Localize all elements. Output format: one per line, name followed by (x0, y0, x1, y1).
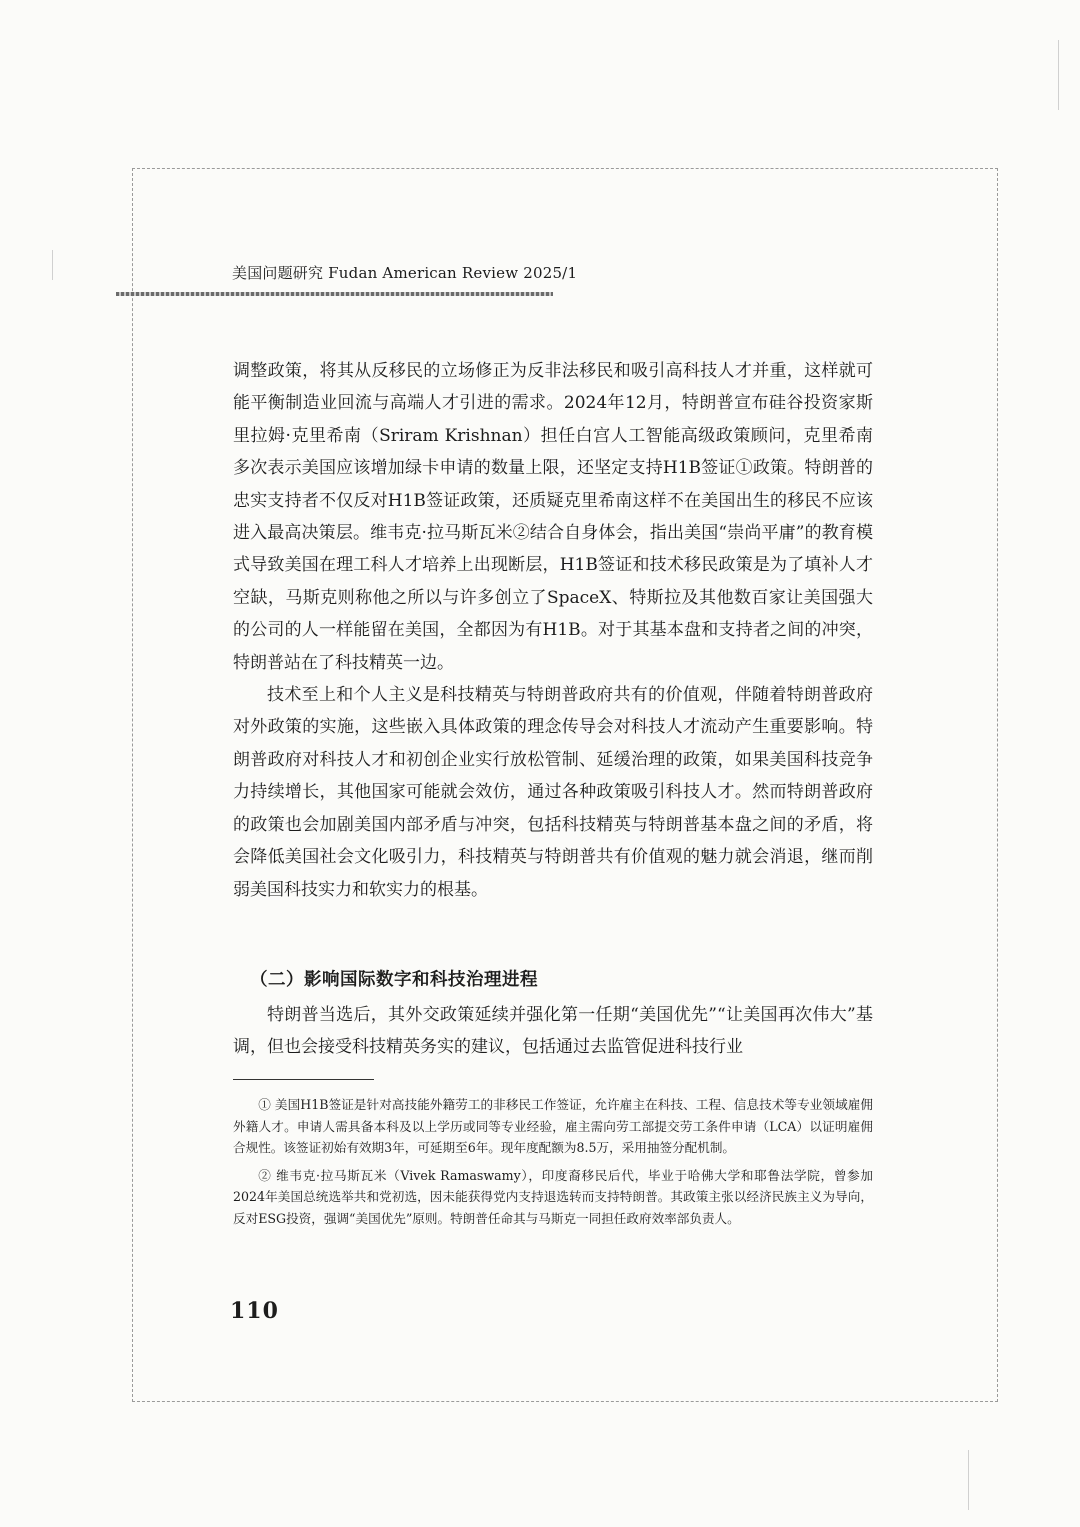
scan-mark (1058, 40, 1059, 110)
section-heading: （二）影响国际数字和科技治理进程 (250, 970, 538, 990)
scan-mark (52, 250, 53, 280)
footnotes (233, 1094, 873, 1235)
header-rule (116, 292, 553, 296)
running-head: 美国问题研究 Fudan American Review 2025/1 (232, 264, 578, 282)
footnote: ② 维韦克·拉马斯瓦米（Vivek Ramaswamy），印度裔移民后代，毕业于哈佛大学和耶鲁法学院，曾参加2024年美国总统选举共和党初选，因未能获得党内支持退选转而支持特朗普。其政策主张以经济民族主义为导向，反对ESG投资，强调“美国优先”原则。特朗普任命其与马斯克一同担任政府效率部负责人。 (233, 1167, 873, 1226)
paragraph: 特朗普当选后，其外交政策延续并强化第一任期“美国优先”“让美国再次伟大”基调，但也会接受科技精英务实的建议，包括通过去监管促进科技行业 (233, 1005, 873, 1058)
scan-mark (968, 1450, 969, 1510)
paragraph: 调整政策，将其从反移民的立场修正为反非法移民和吸引高科技人才并重，这样就可能平衡制造业回流与高端人才引进的需求。2024年12月，特朗普宣布硅谷投资家斯里拉姆·克里希南（Sriram Krishnan）担任白宫人工智能高级政策顾问，克里希南多次表示美国应该增加绿卡申请的数量上限，还坚定支持H1B签证①政策。特朗普的忠实支持者不仅反对H1B签证政策，还质疑克里希南这样不在美国出生的移民不应该进入最高决策层。维韦克·拉马斯瓦米②结合自身体会，指出美国“崇尚平庸”的教育模式导致美国在理工科人才培养上出现断层，H1B签证和技术移民政策是为了填补人才空缺，马斯克则称他之所以与许多创立了SpaceX、特斯拉及其他数百家让美国强大的公司的人一样能留在美国，全都因为有H1B。对于其基本盘和支持者之间的冲突，特朗普站在了科技精英一边。 (233, 361, 873, 673)
body-text (233, 355, 873, 906)
body-text (233, 999, 873, 1064)
footnote: ① 美国H1B签证是针对高技能外籍劳工的非移民工作签证，允许雇主在科技、工程、信息技术等专业领域雇佣外籍人才。申请人需具备本科及以上学历或同等专业经验，雇主需向劳工部提交劳工条件申请（LCA）以证明雇佣合规性。该签证初始有效期3年，可延期至6年。现年度配额为8.5万，采用抽签分配机制。 (233, 1097, 873, 1155)
paragraph: 技术至上和个人主义是科技精英与特朗普政府共有的价值观，伴随着特朗普政府对外政策的实施，这些嵌入具体政策的理念传导会对科技人才流动产生重要影响。特朗普政府对科技人才和初创企业实行放松管制、延缓治理的政策，如果美国科技竞争力持续增长，其他国家可能就会效仿，通过各种政策吸引科技人才。然而特朗普政府的政策也会加剧美国内部矛盾与冲突，包括科技精英与特朗普基本盘之间的矛盾，将会降低美国社会文化吸引力，科技精英与特朗普共有价值观的魅力就会消退，继而削弱美国科技实力和软实力的根基。 (233, 685, 873, 900)
footnote-rule (233, 1079, 374, 1080)
page-number: 110 (230, 1298, 279, 1324)
